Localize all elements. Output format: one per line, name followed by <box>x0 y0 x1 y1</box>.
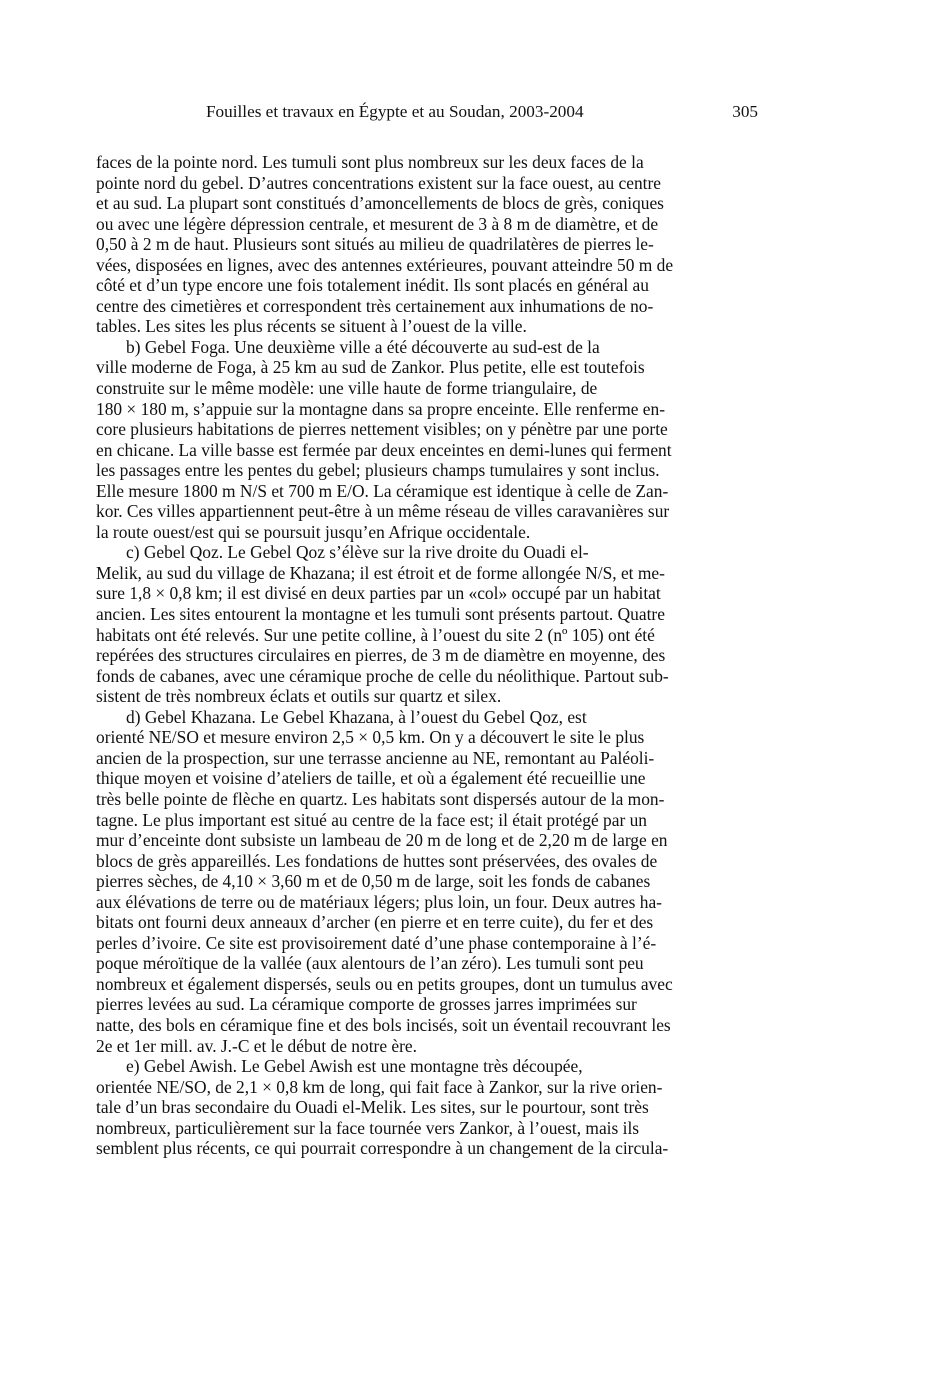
section-d-heading-line: d) Gebel Khazana. Le Gebel Khazana, à l’ouest du Gebel Qoz, est <box>126 706 587 727</box>
text-line: 180 × 180 m, s’appuie sur la montagne dans sa propre enceinte. Elle renferme en- <box>96 398 666 419</box>
text-line: très belle pointe de flèche en quartz. Les habitats sont dispersés autour de la mon- <box>96 788 665 809</box>
text-line: mur d’enceinte dont subsiste un lambeau de 20 m de long et de 2,20 m de large en <box>96 830 668 851</box>
body-text <box>96 152 760 1159</box>
text-line: en chicane. La ville basse est fermée par deux enceintes en demi-lunes qui ferment <box>96 439 672 460</box>
text-line: aux élévations de terre ou de matériaux légers; plus loin, un four. Deux autres ha- <box>96 891 662 912</box>
text-line: construite sur le même modèle: une ville haute de forme triangulaire, de <box>96 378 598 399</box>
text-line: blocs de grès appareillés. Les fondations de huttes sont préservées, des ovales de <box>96 850 658 871</box>
text-line: core plusieurs habitations de pierres nettement visibles; on y pénètre par une porte <box>96 419 668 440</box>
text-line: poque méroïtique de la vallée (aux alentours de l’an zéro). Les tumuli sont peu <box>96 953 644 974</box>
text-line: vées, disposées en lignes, avec des antennes extérieures, pouvant atteindre 50 m de <box>96 254 674 275</box>
text-line: Elle mesure 1800 m N/S et 700 m E/O. La céramique est identique à celle de Zan- <box>96 480 669 501</box>
text-line: les passages entre les pentes du gebel; plusieurs champs tumulaires y sont inclus. <box>96 460 660 481</box>
text-line: ancien. Les sites entourent la montagne et les tumuli sont présents partout. Quatre <box>96 604 665 625</box>
text-line: tagne. Le plus important est situé au centre de la face est; il était protégé par un <box>96 809 647 830</box>
text-line: tables. Les sites les plus récents se situent à l’ouest de la ville. <box>96 316 527 337</box>
text-line: pointe nord du gebel. D’autres concentrations existent sur la face ouest, au centre <box>96 172 661 193</box>
running-header <box>200 99 760 125</box>
text-line: semblent plus récents, ce qui pourrait correspondre à un changement de la circula- <box>96 1138 669 1159</box>
text-line: natte, des bols en céramique fine et des bols incisés, soit un éventail recouvrant les <box>96 1014 671 1035</box>
text-line: nombreux et également dispersés, seuls ou en petits groupes, dont un tumulus avec <box>96 973 673 994</box>
section-c-heading-line: c) Gebel Qoz. Le Gebel Qoz s’élève sur la rive droite du Ouadi el- <box>126 542 589 563</box>
text-line: fonds de cabanes, avec une céramique proche de celle du néolithique. Partout sub- <box>96 665 669 686</box>
text-line: ville moderne de Foga, à 25 km au sud de Zankor. Plus petite, elle est toutefois <box>96 357 645 378</box>
text-line: Melik, au sud du village de Khazana; il est étroit et de forme allongée N/S, et me- <box>96 562 665 583</box>
text-line: la route ouest/est qui se poursuit jusqu’en Afrique occidentale. <box>96 521 531 542</box>
text-line: 2e et 1er mill. av. J.-C et le début de notre ère. <box>96 1035 417 1056</box>
text-line: faces de la pointe nord. Les tumuli sont plus nombreux sur les deux faces de la <box>96 152 644 172</box>
text-line: pierres levées au sud. La céramique comporte de grosses jarres imprimées sur <box>96 994 637 1015</box>
text-line: ou avec une légère dépression centrale, et mesurent de 3 à 8 m de diamètre, et de <box>96 213 659 234</box>
text-line: repérées des structures circulaires en pierres, de 3 m de diamètre en moyenne, des <box>96 645 666 666</box>
text-line: orienté NE/SO et mesure environ 2,5 × 0,5 km. On y a découvert le site le plus <box>96 727 645 748</box>
text-line: perles d’ivoire. Ce site est provisoirement daté d’une phase contemporaine à l’é- <box>96 932 657 953</box>
text-line: côté et d’un type encore une fois totalement inédit. Ils sont placés en général au <box>96 275 649 296</box>
section-e-heading-line: e) Gebel Awish. Le Gebel Awish est une montagne très découpée, <box>126 1056 583 1077</box>
text-line: sure 1,8 × 0,8 km; il est divisé en deux parties par un «col» occupé par un habitat <box>96 583 661 604</box>
page-number: 305 <box>732 102 758 121</box>
text-line: et au sud. La plupart sont constitués d’amoncellements de blocs de grès, coniques <box>96 193 664 214</box>
text-line: sistent de très nombreux éclats et outils sur quartz et silex. <box>96 686 502 707</box>
text-line: centre des cimetières et correspondent très certainement aux inhumations de no- <box>96 295 654 316</box>
section-b-heading-line: b) Gebel Foga. Une deuxième ville a été découverte au sud-est de la <box>126 336 600 357</box>
text-line: tale d’un bras secondaire du Ouadi el-Melik. Les sites, sur le pourtour, sont très <box>96 1097 649 1118</box>
running-title: Fouilles et travaux en Égypte et au Soudan, 2003-2004 <box>206 102 584 121</box>
text-line: kor. Ces villes appartiennent peut-être à un même réseau de villes caravanières sur <box>96 501 670 522</box>
text-line: thique moyen et voisine d’ateliers de taille, et où a également été recueillie une <box>96 768 646 789</box>
text-line: pierres sèches, de 4,10 × 3,60 m et de 0,50 m de large, soit les fonds de cabanes <box>96 871 651 892</box>
text-line: bitats ont fourni deux anneaux d’archer (en pierre et en terre cuite), du fer et des <box>96 912 654 933</box>
text-line: orientée NE/SO, de 2,1 × 0,8 km de long, qui fait face à Zankor, sur la rive orien- <box>96 1076 663 1097</box>
text-line: 0,50 à 2 m de haut. Plusieurs sont situés au milieu de quadrilatères de pierres le- <box>96 234 654 255</box>
text-line: habitats ont été relevés. Sur une petite colline, à l’ouest du site 2 (nº 105) ont été <box>96 624 655 645</box>
text-line: ancien de la prospection, sur une terrasse ancienne au NE, remontant au Paléoli- <box>96 747 655 768</box>
text-line: nombreux, particulièrement sur la face tournée vers Zankor, à l’ouest, mais ils <box>96 1117 640 1138</box>
